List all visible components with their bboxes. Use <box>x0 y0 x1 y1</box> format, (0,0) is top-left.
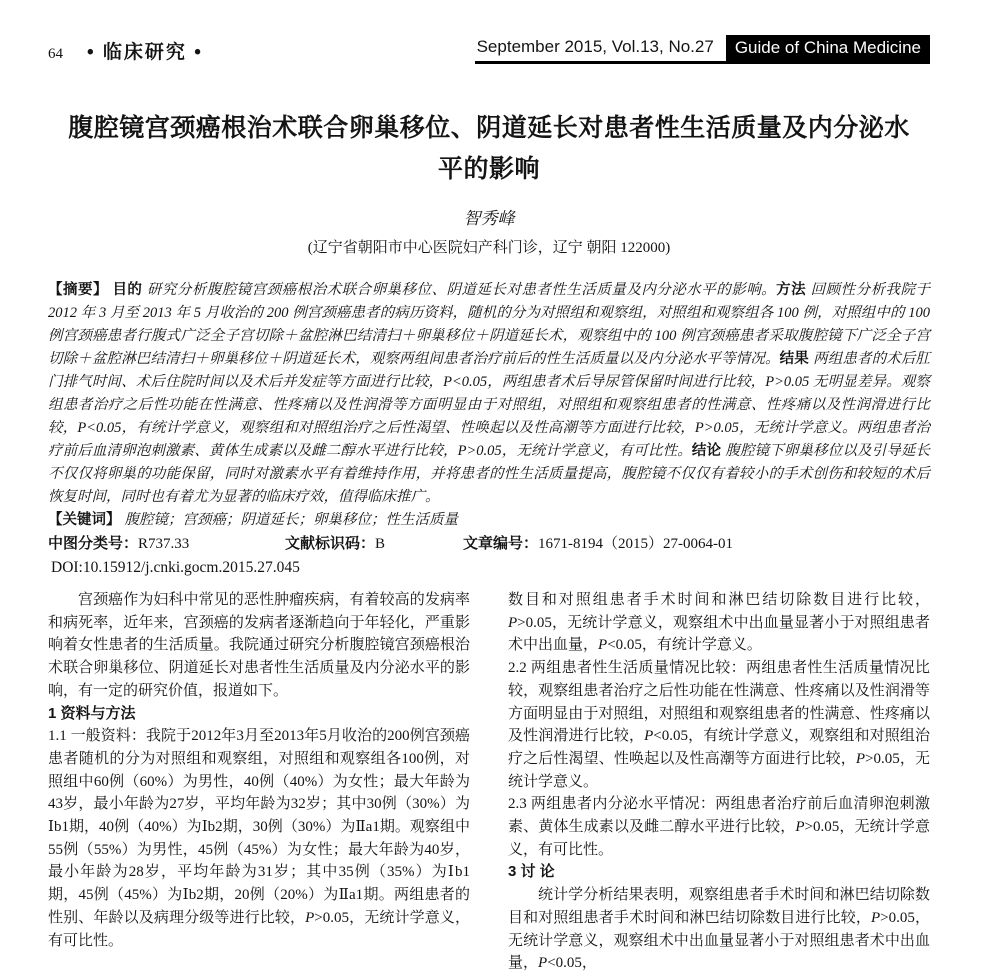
author-name: 智秀峰 <box>463 209 515 228</box>
doi: DOI:10.15912/j.cnki.gocm.2015.27.045 <box>51 559 300 576</box>
journal-name-badge: Guide of China Medicine <box>726 35 930 64</box>
clc-value: R737.33 <box>138 536 190 552</box>
paragraph-endocrine-level: 2.3 两组患者内分泌水平情况：两组患者治疗前后血清卵泡刺激素、黄体生成素以及雌二醇水平进行比较，P>0.05，无统计学意义，有可比性。 <box>508 796 930 858</box>
issue-info: September 2015, Vol.13, No.27 <box>475 37 726 64</box>
document-code-label: 文献标识码： <box>285 535 376 552</box>
article-title: 腹腔镜宫颈癌根治术联合卵巢移位、阴道延长对患者性生活质量及内分泌水平的影响 <box>68 114 910 183</box>
article-body <box>48 589 930 975</box>
section-label: • 临床研究 • <box>87 42 203 63</box>
article-id-label: 文章编号： <box>463 535 539 552</box>
header-right <box>475 35 930 64</box>
discussion-paragraph: 统计学分析结果表明，观察组患者手术时间和淋巴结切除数目和对照组患者手术时间和淋巴结切除数目进行比较，P>0.05，无统计学意义，观察组术中出血量显著小于对照组患者术中出血量，P<0.05， <box>508 887 930 972</box>
clc-number <box>48 532 285 556</box>
right-column <box>508 589 930 975</box>
article-id <box>463 532 733 556</box>
article-id-value: 1671-8194（2015）27-0064-01 <box>538 536 734 552</box>
left-column <box>48 589 470 975</box>
paragraph-results-continued: 数目和对照组患者手术时间和淋巴结切除数目进行比较，P>0.05，无统计学意义，观察组术中出血量显著小于对照组患者术中出血量，P<0.05，有统计学意义。 <box>508 592 930 654</box>
section-heading-materials-methods: 1 资料与方法 <box>48 704 136 722</box>
header-left <box>48 37 203 64</box>
paragraph-general-data: 1.1 一般资料：我院于2012年3月至2013年5月收治的200例宫颈癌患者随机的分为对照组和观察组，对照组和观察组各100例，对照组中60例（60%）为男性，40例（40%）为女性；最大年龄为43岁，最小年龄为27岁，平均年龄为32岁；其中30例（30%）为Ⅰb1期，40例（40%）为Ⅰb2期，30例（30%）为Ⅱa1期。观察组中55例（55%）为男性，45例（45%）为女性；最大年龄为40岁，最小年龄为28岁，平均年龄为31岁；其中35例（35%）为Ⅰb1期，45例（45%）为Ⅰb2期，20例（20%）为Ⅱa1期。两组患者的性别、年龄以及病理分级等进行比较，P>0.05，无统计学意义，有可比性。 <box>48 728 470 949</box>
page-number: 64 <box>48 46 63 62</box>
page-header <box>48 34 930 64</box>
meta-line <box>48 532 930 556</box>
section-heading-discussion: 3 讨 论 <box>508 863 555 881</box>
document-code <box>285 532 463 556</box>
abstract: 【摘要】 目的 研究分析腹腔镜宫颈癌根治术联合卵巢移位、阴道延长对患者性生活质量及内分泌水平的影响。方法 回顾性分析我院于 2012 年 3 月至 2013 年 5 月收治的 200 例宫颈癌患者的病历资料，随机的分为对照组和观察组，对照组和观察组各 100 例，对照组中的 100 例宫颈癌患者行腹式广泛全子宫切除＋盆腔淋巴结清扫＋卵巢移位＋阴道延长术，观察组中的 100 例宫颈癌患者采取腹腔镜下广泛全子宫切除＋盆腔淋巴结清扫＋卵巢移位＋阴道延长术，观察两组间患者治疗前后的性生活质量以及内分泌水平等情况。结果 两组患者的术后肛门排气时间、术后住院时间以及术后并发症等方面进行比较，P<0.05，两组患者术后导尿管保留时间进行比较，P>0.05 无明显差异。观察组患者治疗之后性功能在性满意、性疼痛以及性润滑等方面明显由于对照组，对照组和观察组患者的性满意、性疼痛以及性润滑进行比较，P<0.05，有统计学意义，观察组和对照组治疗之后性渴望、性唤起以及性高潮等方面进行比较，P>0.05，无统计学意义。两组患者治疗前后血清卵泡刺激素、黄体生成素以及雌二醇水平进行比较，P>0.05，无统计学意义，有可比性。结论 腹腔镜下卵巢移位以及引导延长不仅仅将卵巢的功能保留，同时对激素水平有着维持作用，并将患者的性生活质量提高，腹腔镜不仅仅有着较小的手术创伤和较短的术后恢复时间，同时也有着尤为显著的临床疗效，值得临床推广。 <box>48 282 931 505</box>
author-affiliation: (辽宁省朝阳市中心医院妇产科门诊，辽宁 朝阳 122000) <box>307 240 671 256</box>
paragraph-quality-of-life: 2.2 两组患者性生活质量情况比较：两组患者性生活质量情况比较，观察组患者治疗之后性功能在性满意、性疼痛以及性润滑等方面明显由于对照组，对照组和观察组患者的性满意、性疼痛以及性润滑进行比较，P<0.05，有统计学意义，观察组和对照组治疗之后性渴望、性唤起以及性高潮等方面进行比较，P>0.05，无统计学意义。 <box>508 660 930 790</box>
document-code-value: B <box>375 536 386 552</box>
keywords: 【关键词】 腹腔镜；宫颈癌；阴道延长；卵巢移位；性生活质量 <box>48 512 459 528</box>
intro-paragraph: 宫颈癌作为妇科中常见的恶性肿瘤疾病，有着较高的发病率和病死率，近年来，宫颈癌的发病者逐渐趋向于年轻化，严重影响着女性患者的生活质量。我院通过研究分析腹腔镜宫颈癌根治术联合卵巢移位、阴道延长对患者性生活质量及内分泌水平的影响，有一定的研究价值，报道如下。 <box>48 592 470 699</box>
clc-label: 中图分类号： <box>48 535 139 552</box>
